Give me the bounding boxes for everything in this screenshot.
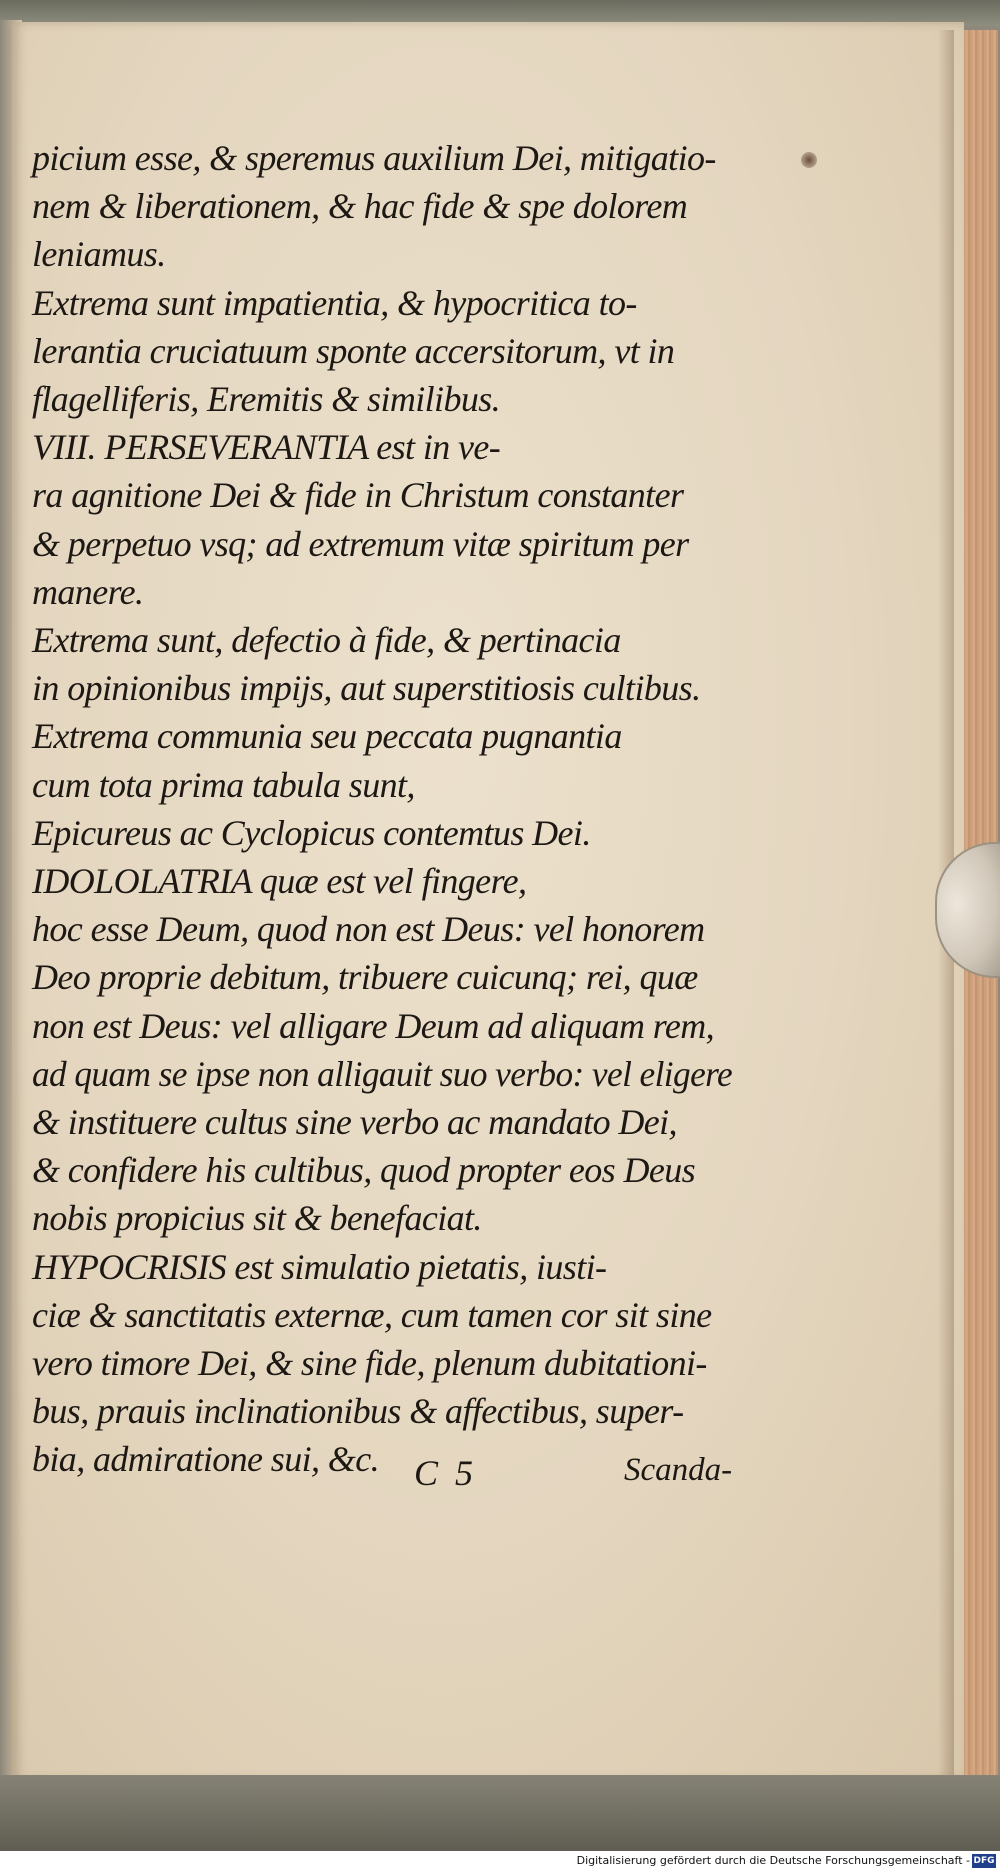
text-line: VIII. PERSEVERANTIA est in ve- [32, 427, 501, 468]
text-line: Extrema sunt impatientia, & hypocritica to- [32, 282, 637, 323]
ink-stain [801, 152, 817, 168]
text-line: bia, admiratione sui, &c. [32, 1439, 379, 1480]
text-line: cum tota prima tabula sunt, [32, 764, 415, 805]
text-line: nem & liberationem, & hac fide & spe dolorem [32, 186, 688, 227]
dfg-logo: DFG [973, 1856, 995, 1866]
page-paper [12, 22, 964, 1780]
text-line: leniamus. [32, 234, 166, 275]
text-line: flagelliferis, Eremitis & similibus. [32, 379, 501, 419]
text-line: & confidere his cultibus, quod propter eos Deus [32, 1150, 696, 1191]
text-line: lerantia cruciatuum sponte accersitorum, vt in [32, 330, 675, 371]
text-line: vero timore Dei, & sine fide, plenum dubitationi- [32, 1343, 707, 1383]
text-line: non est Deus: vel alligare Deum ad aliquam rem, [32, 1005, 715, 1046]
text-line: hoc esse Deum, quod non est Deus: vel honorem [32, 909, 705, 950]
signature-mark: C 5 [414, 1453, 478, 1493]
catchword: Scanda- [624, 1452, 733, 1488]
text-line: ciæ & sanctitatis externæ, cum tamen cor sit sine [32, 1294, 712, 1335]
text-line: in opinionibus impijs, aut superstitiosis cultibus. [32, 668, 701, 709]
text-line: nobis propicius sit & benefaciat. [32, 1198, 482, 1239]
text-line: IDOLOLATRIA quæ est vel fingere, [32, 861, 527, 901]
catchline [32, 1452, 752, 1492]
text-line: ra agnitione Dei & fide in Christum constanter [32, 475, 684, 516]
text-line: HYPOCRISIS est simulatio pietatis, iusti- [32, 1246, 607, 1287]
text-line: manere. [32, 571, 144, 612]
funding-credit: Digitalisierung gefördert durch die Deutsche Forschungsgemeinschaft - [576, 1854, 970, 1867]
text-line: Epicureus ac Cyclopicus contemtus Dei. [32, 812, 591, 853]
text-line: & instituere cultus sine verbo ac mandato Dei, [32, 1102, 677, 1142]
text-line: Extrema sunt, defectio à fide, & pertinacia [32, 620, 621, 660]
text-line: Extrema communia seu peccata pugnantia [32, 716, 622, 757]
digitization-footer [0, 1851, 1000, 1871]
text-line: & perpetuo vsq; ad extremum vitæ spiritum per [32, 523, 689, 564]
book-cover-bottom-edge [0, 1775, 1000, 1855]
text-line: ad quam se ipse non alligauit suo verbo: vel eligere [32, 1053, 733, 1094]
text-line: Deo proprie debitum, tribuere cuicunq; rei, quæ [32, 957, 698, 998]
text-line: bus, prauis inclinationibus & affectibus, super- [32, 1391, 684, 1432]
text-line: picium esse, & speremus auxilium Dei, mitigatio- [32, 138, 716, 178]
